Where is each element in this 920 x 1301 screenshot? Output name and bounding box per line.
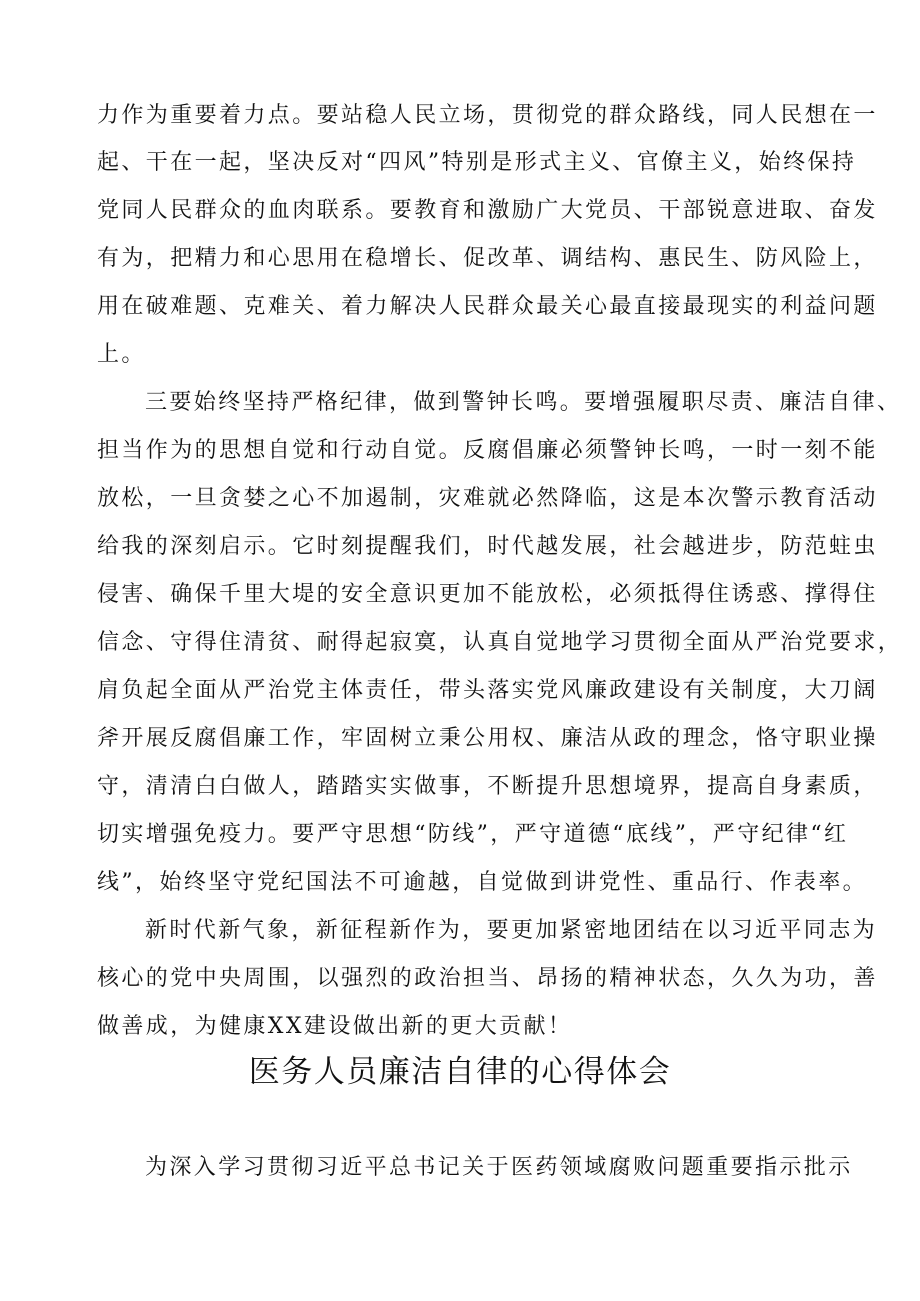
paragraph-1-line-5: 用在破难题、克难关、着力解决人民群众最关心最直接最现实的利益问题: [97, 294, 878, 319]
paragraph-2-line-10: 切实增强免疫力。要严守思想“防线”，严守道德“底线”，严守纪律“红: [97, 822, 849, 847]
paragraph-1-line-3: 党同人民群众的血肉联系。要教育和激励广大党员、干部锐意进取、奋发: [97, 198, 878, 223]
paragraph-2-line-6: 信念、守得住清贫、耐得起寂寞，认真自觉地学习贯彻全面从严治党要求，: [97, 630, 903, 655]
paragraph-2-line-2: 担当作为的思想自觉和行动自觉。反腐倡廉必须警钟长鸣，一时一刻不能: [97, 438, 878, 463]
paragraph-3-line-2: 核心的党中央周围，以强烈的政治担当、昂扬的精神状态，久久为功，善: [97, 966, 878, 991]
paragraph-2-line-7: 肩负起全面从严治党主体责任，带头落实党风廉政建设有关制度，大刀阔: [97, 678, 878, 703]
paragraph-2-line-5: 侵害、确保千里大堤的安全意识更加不能放松，必须抵得住诱惑、撑得住: [97, 582, 878, 607]
section-heading: 医务人员廉洁自律的心得体会: [248, 1054, 672, 1090]
paragraph-1-line-1: 力作为重要着力点。要站稳人民立场，贯彻党的群众路线，同人民想在一: [97, 103, 878, 128]
paragraph-3-line-1: 新时代新气象，新征程新作为，要更加紧密地团结在以习近平同志为: [145, 918, 878, 943]
paragraph-1-line-6: 上。: [97, 342, 146, 367]
intro-paragraph-line-1: 为深入学习贯彻习近平总书记关于医药领域腐败问题重要指示批示: [145, 1155, 853, 1180]
paragraph-1-line-4: 有为，把精力和心思用在稳增长、促改革、调结构、惠民生、防风险上，: [97, 246, 878, 271]
paragraph-2-line-11: 线”，始终坚守党纪国法不可逾越，自觉做到讲党性、重品行、作表率。: [97, 870, 868, 895]
paragraph-1-line-2: 起、干在一起，坚决反对“四风”特别是形式主义、官僚主义，始终保持: [97, 150, 857, 175]
paragraph-2-line-8: 斧开展反腐倡廉工作，牢固树立秉公用权、廉洁从政的理念，恪守职业操: [97, 726, 878, 751]
paragraph-3-line-3: 做善成，为健康XX建设做出新的更大贡献！: [97, 1014, 573, 1039]
paragraph-2-line-9: 守，清清白白做人，踏踏实实做事，不断提升思想境界，提高自身素质，: [97, 774, 878, 799]
paragraph-2-line-1: 三要始终坚持严格纪律，做到警钟长鸣。要增强履职尽责、廉洁自律、: [145, 390, 902, 415]
paragraph-2-line-4: 给我的深刻启示。它时刻提醒我们，时代越发展，社会越进步，防范蛀虫: [97, 534, 878, 559]
paragraph-2-line-3: 放松，一旦贪婪之心不加遏制，灾难就必然降临，这是本次警示教育活动: [97, 486, 878, 511]
